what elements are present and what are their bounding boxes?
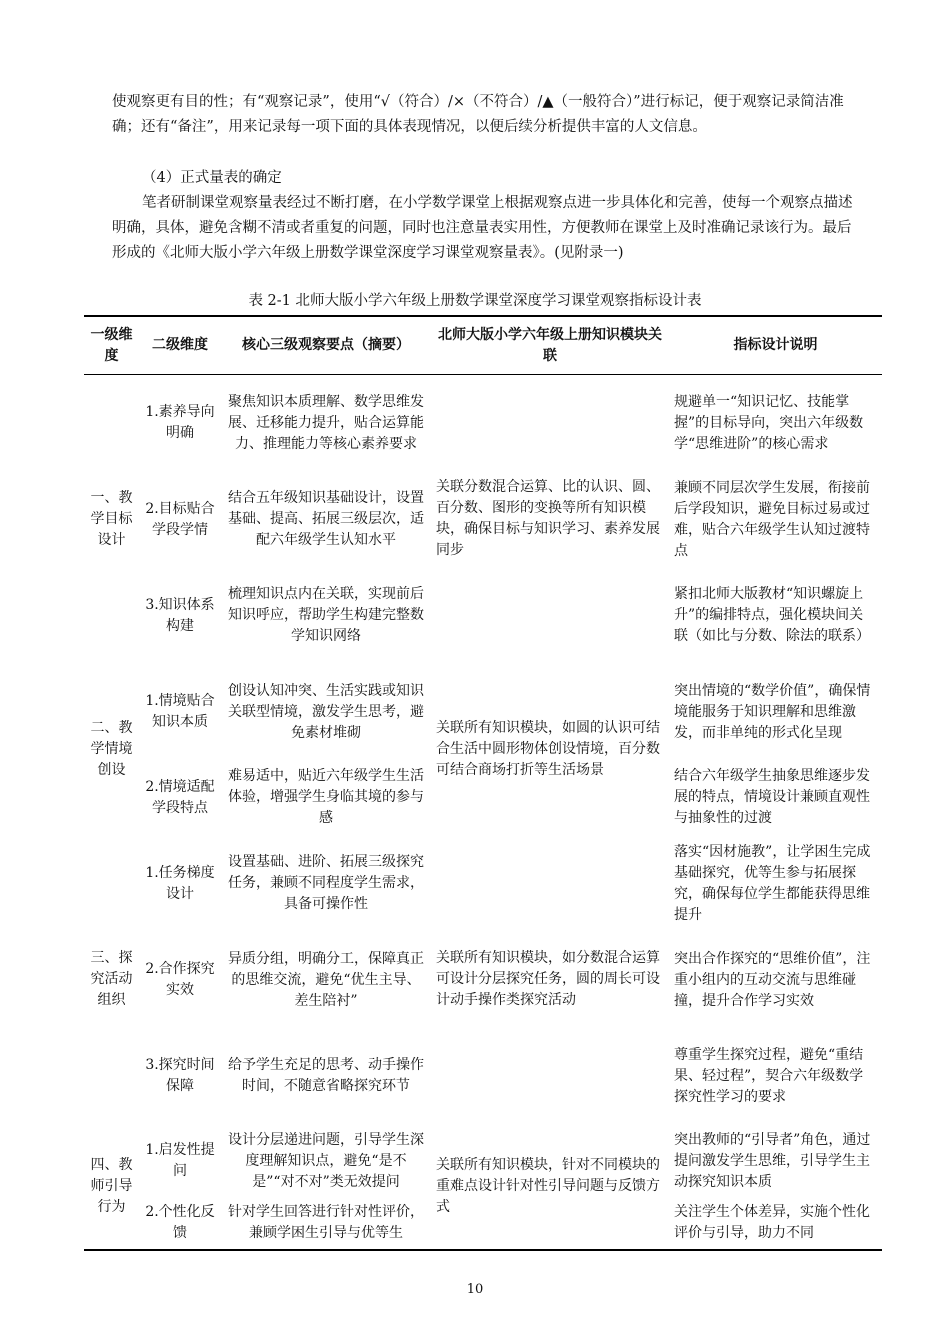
dim2-cell: 1.情境贴合知识本质 <box>145 693 215 730</box>
note-cell: 兼顾不同层次学生发展，衔接前后学段知识，避免目标过易或过难，贴合六年级学生认知过渡特点 <box>674 479 870 559</box>
dim1-cell: 一、教学目标设计 <box>90 489 133 548</box>
points-cell: 创设认知冲突、生活实践或知识关联型情境，激发学生思考，避免素材堆砌 <box>228 682 424 741</box>
note-cell: 规避单一“知识记忆、技能掌握”的目标导向，突出六年级数学“思维进阶”的核心需求 <box>674 393 864 452</box>
points-cell: 异质分组，明确分工，保障真正的思维交流，避免“优生主导、差生陪衬” <box>228 950 424 1009</box>
table-row <box>84 375 882 472</box>
note-cell: 尊重学生探究过程，避免“重结果、轻过程”，契合六年级数学探究性学习的要求 <box>674 1046 864 1105</box>
points-cell: 设计分层递进问题，引导学生深度理解知识点，避免“是不是”“对不对”类无效提问 <box>228 1131 424 1190</box>
table-row <box>84 1125 882 1198</box>
note-cell: 突出合作探究的“思维价值”，注重小组内的互动交流与思维碰撞，提升合作学习实效 <box>674 950 871 1009</box>
dim1-cell: 四、教师引导行为 <box>90 1157 133 1215</box>
note-cell: 结合六年级学生抽象思维逐步发展的特点，情境设计兼顾直观性与抽象性的过渡 <box>674 768 870 826</box>
dim2-cell: 1.素养导向明确 <box>145 404 215 442</box>
subheading-formal-scale: （4）正式量表的确定 <box>142 170 282 186</box>
module-cell: 关联所有知识模块，如分数混合运算可设计分层探究任务，圆的周长可设计动手操作类探究活动 <box>436 950 660 1008</box>
note-cell: 关注学生个体差异，实施个性化评价与引导，助力不同 <box>674 1204 870 1241</box>
header-dim1: 一级维度 <box>84 316 139 375</box>
table-caption: 表 2-1 北师大版小学六年级上册数学课堂深度学习课堂观察指标设计表 <box>248 293 702 309</box>
dim2-cell: 1.任务梯度设计 <box>145 864 215 902</box>
header-points: 核心三级观察要点（摘要） <box>221 316 431 375</box>
module-cell: 关联所有知识模块，如圆的认识可结合生活中圆形物体创设情境，百分数可结合商场打折等生活场景 <box>436 719 660 778</box>
table-row <box>84 835 882 933</box>
table-row <box>84 664 882 761</box>
points-cell: 难易适中，贴近六年级学生生活体验，增强学生身临其境的参与感 <box>228 768 424 826</box>
dim2-cell: 3.探究时间保障 <box>145 1057 215 1094</box>
page-number: 10 <box>466 1282 484 1297</box>
paragraph-scale-development: 笔者研制课堂观察量表经过不断打磨，在小学数学课堂上根据观察点进一步具体化和完善，使每一个观察点描述明确，具体，避免含糊不清或者重复的问题，同时也注意量表实用性，方便教师在课堂上及时准确记录该行为。最后形成的《北师大版小学六年级上册数学课堂深度学习课堂观察量表》。(见附录一) <box>112 195 853 261</box>
header-module: 北师大版小学六年级上册知识模块关联 <box>431 316 669 375</box>
table-header-row <box>84 316 882 375</box>
dim2-cell: 2.目标贴合学段学情 <box>145 500 215 538</box>
observation-indicator-table <box>84 315 882 1251</box>
module-cell: 关联分数混合运算、比的认识、圆、百分数、图形的变换等所有知识模块，确保目标与知识学习、素养发展同步 <box>436 479 660 559</box>
header-note: 指标设计说明 <box>669 316 882 375</box>
module-cell: 关联所有知识模块，针对不同模块的重难点设计针对性引导问题与反馈方式 <box>436 1157 660 1215</box>
note-cell: 紧扣北师大版教材“知识螺旋上升”的编排特点，强化模块间关联（如比与分数、除法的联系） <box>674 586 870 644</box>
note-cell: 突出教师的“引导者”角色，通过提问激发学生思维，引导学生主动探究知识本质 <box>674 1131 871 1190</box>
points-cell: 设置基础、进阶、拓展三级探究任务，兼顾不同程度学生需求，具备可操作性 <box>228 854 424 912</box>
dim2-cell: 2.合作探究实效 <box>145 961 215 998</box>
points-cell: 梳理知识点内在关联，实现前后知识呼应，帮助学生构建完整数学知识网络 <box>228 586 424 644</box>
dim2-cell: 1.启发性提问 <box>145 1142 215 1179</box>
header-dim2: 二级维度 <box>139 316 221 375</box>
note-cell: 突出情境的“数学价值”，确保情境能服务于知识理解和思维激发，而非单纯的形式化呈现 <box>674 682 871 741</box>
dim1-cell: 二、教学情境创设 <box>90 719 133 778</box>
note-cell: 落实“因材施教”，让学困生完成基础探究，优等生参与拓展探究，确保每位学生都能获得思维提升 <box>674 843 871 923</box>
dim2-cell: 3.知识体系构建 <box>145 596 215 634</box>
points-cell: 给予学生充足的思考、动手操作时间，不随意省略探究环节 <box>228 1057 424 1094</box>
points-cell: 聚焦知识本质理解、数学思维发展、迁移能力提升，贴合运算能力、推理能力等核心素养要求 <box>228 393 424 452</box>
dim2-cell: 2.情境适配学段特点 <box>145 778 215 816</box>
paragraph-observation-record: 使观察更有目的性；有“观察记录”，使用“√（符合）/×（不符合）/▲（一般符合）”进行标记，便于观察记录简洁准确；还有“备注”，用来记录每一项下面的具体表现情况，以便后续分析提供丰富的人文信息。 <box>112 94 844 135</box>
dim1-cell: 三、探究活动组织 <box>90 950 133 1008</box>
points-cell: 结合五年级知识基础设计，设置基础、提高、拓展三级层次，适配六年级学生认知水平 <box>228 490 424 548</box>
points-cell: 针对学生回答进行针对性评价，兼顾学困生引导与优等生 <box>228 1204 424 1241</box>
dim2-cell: 2.个性化反馈 <box>145 1204 215 1241</box>
